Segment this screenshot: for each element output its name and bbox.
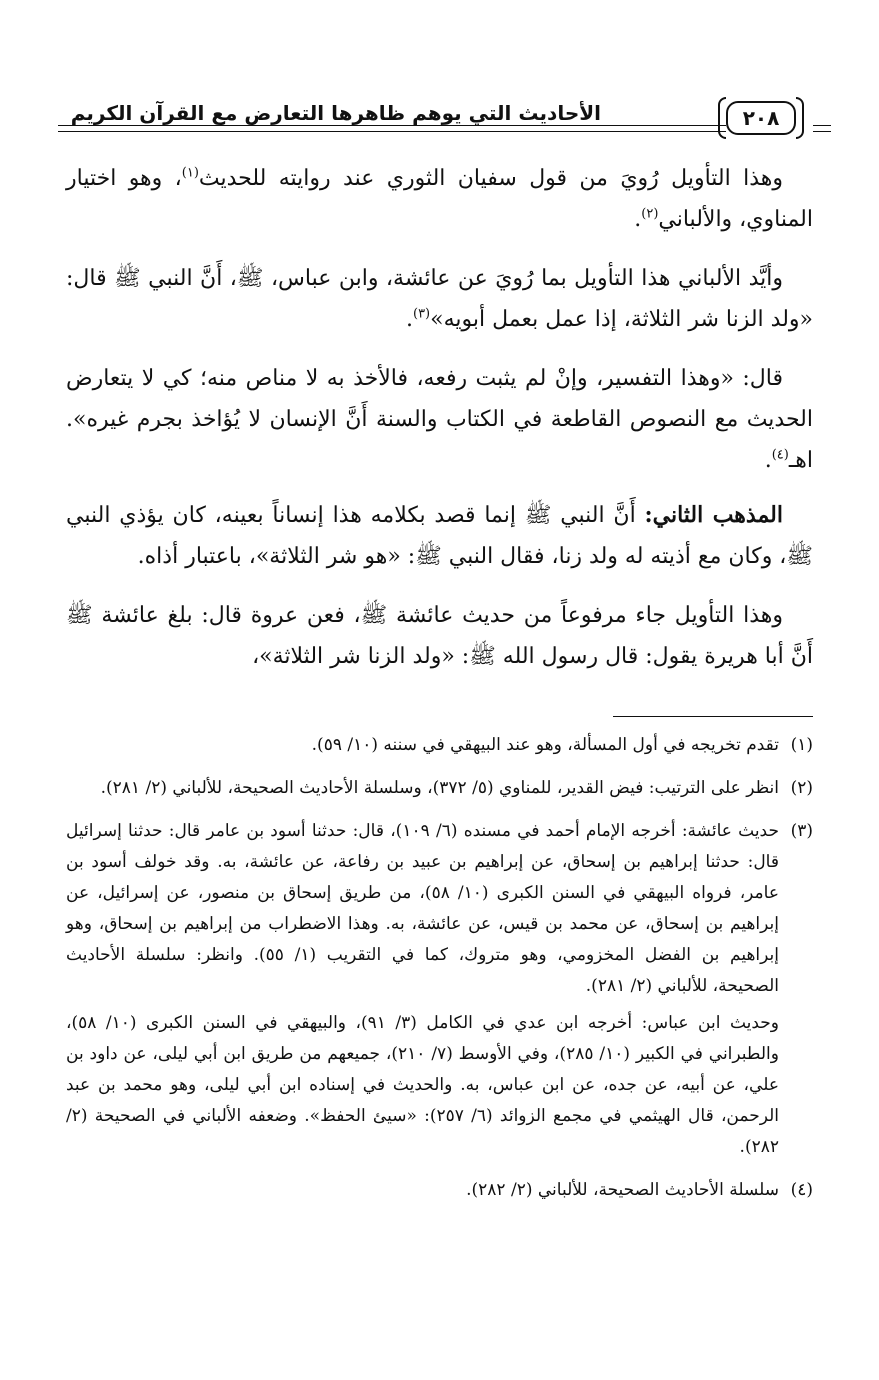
footnotes bbox=[66, 730, 813, 1218]
footnote-number: (١) bbox=[790, 735, 813, 755]
footnote-paragraph: حديث عائشة: أخرجه الإمام أحمد في مسنده (٦/ ١٠٩)، قال: حدثنا أسود بن عامر قال: حدثنا إسرائيل قال: حدثنا إبراهيم بن إسحاق، عن إبراهيم بن عبيد بن رفاعة، عن عائشة، به. وقد خولف أسود بن عامر، فرواه البيهقي في السنن الكبرى (١٠/ ٥٨)، من طريق إسحاق بن منصور، عن إسرائيل، عن إبراهيم بن إسحاق، عن محمد بن قيس، عن عائشة، به. وهذا الاضطراب من إبراهيم بن إسحاق، وهو إبراهيم بن الفضل المخزومي، وهو متروك، كما في التقريب (١/ ٥٥). وانظر: سلسلة الأحاديث الصحيحة، للألباني (٢/ ٢٨١). bbox=[66, 821, 779, 996]
footnote-4 bbox=[66, 1175, 813, 1212]
footnote-ref-2[interactable]: (٢) bbox=[641, 206, 659, 222]
header-rule-right-bottom bbox=[813, 131, 831, 132]
footnote-1 bbox=[66, 730, 813, 767]
p2-text-a: وأيَّد الألباني هذا التأويل بما رُويَ عن عائشة، وابن عباس، ﷺ، أَنَّ النبي ﷺ قال: «ولد الزنا شر الثلاثة، إذا عمل بعمل أبويه» bbox=[66, 266, 813, 332]
p1-text-a: وهذا التأويل رُويَ من قول سفيان الثوري عند روايته للحديث bbox=[198, 166, 784, 191]
footnote-text bbox=[66, 1175, 779, 1212]
footnote-text bbox=[66, 773, 779, 810]
footnote-paragraph: وحديث ابن عباس: أخرجه ابن عدي في الكامل (٣/ ٩١)، والبيهقي في السنن الكبرى (١٠/ ٥٨)، والطبراني في الكبير (١٠/ ٢٨٥)، وفي الأوسط (٧/ ٢١٠)، جميعهم من طريق ابن أبي ليلى، عن داود بن علي، عن أبيه، عن جده، عن ابن عباس، به. والحديث في إسناده ابن أبي ليلى، وهو محمد بن عبد الرحمن، قال الهيثمي في مجمع الزوائد (٦/ ٢٥٧): «سيئ الحفظ». وضعفه الألباني في الصحيحة (٢/ ٢٨٢). bbox=[66, 1013, 780, 1157]
running-header bbox=[58, 95, 831, 147]
footnote-number: (٢) bbox=[790, 778, 813, 798]
header-rule-top bbox=[58, 125, 726, 126]
header-rule-bottom bbox=[58, 131, 726, 132]
footnote-paragraph: انظر على الترتيب: فيض القدير، للمناوي (٥/ ٣٧٢)، وسلسلة الأحاديث الصحيحة، للألباني (٢/ ٢٨١). bbox=[100, 778, 779, 798]
footnote-ref-4[interactable]: (٤) bbox=[771, 447, 789, 463]
footnote-2 bbox=[66, 773, 813, 810]
paragraph-2 bbox=[66, 258, 813, 340]
p1-text-b: ، وهو اختيار المناوي، والألباني bbox=[66, 166, 813, 232]
p1-text-c: . bbox=[634, 207, 642, 232]
footnote-3 bbox=[66, 816, 813, 1169]
p4-text: أَنَّ النبي ﷺ إنما قصد بكلامه هذا إنساناً بعينه، كان يؤذي النبي ﷺ، وكان مع أذيته له ولد زنا، فقال النبي ﷺ: «هو شر الثلاثة»، باعتبار أذاه. bbox=[66, 503, 813, 569]
footnote-number: (٤) bbox=[790, 1180, 813, 1200]
footnote-ref-3[interactable]: (٣) bbox=[412, 306, 431, 322]
paragraph-5 bbox=[66, 595, 813, 677]
paragraph-4 bbox=[66, 495, 813, 577]
paragraph-3 bbox=[66, 358, 813, 481]
p2-text-b: . bbox=[405, 307, 413, 332]
footnote-separator bbox=[613, 716, 813, 717]
footnote-text bbox=[66, 730, 779, 767]
footnote-paragraph: تقدم تخريجه في أول المسألة، وهو عند البيهقي في سننه (١٠/ ٥٩). bbox=[311, 735, 779, 755]
section-heading: المذهب الثاني: bbox=[644, 502, 783, 528]
page-number: ٢٠٨ bbox=[742, 106, 780, 130]
footnote-text bbox=[66, 816, 779, 1169]
page-number-frame bbox=[726, 101, 796, 135]
header-title: الأحاديث التي يوهم ظاهرها التعارض مع القرآن الكريم bbox=[70, 101, 601, 125]
header-rule-right-top bbox=[813, 125, 831, 126]
footnote-number: (٣) bbox=[790, 821, 813, 841]
main-text bbox=[66, 158, 813, 695]
footnote-paragraph: سلسلة الأحاديث الصحيحة، للألباني (٢/ ٢٨٢). bbox=[466, 1180, 779, 1200]
p3-text-b: . bbox=[764, 448, 772, 473]
paragraph-1 bbox=[66, 158, 813, 240]
footnote-ref-1[interactable]: (١) bbox=[181, 165, 199, 181]
p3-text-a: قال: «وهذا التفسير، وإنْ لم يثبت رفعه، فالأخذ به لا مناص منه؛ كي لا يتعارض الحديث مع النصوص القاطعة في الكتاب والسنة أَنَّ الإنسان لا يُؤاخذ بجرم غيره». اهـ bbox=[66, 366, 813, 473]
p5-text: وهذا التأويل جاء مرفوعاً من حديث عائشة ﷺ، فعن عروة قال: بلغ عائشة ﷺ أَنَّ أبا هريرة يقول: قال رسول الله ﷺ: «ولد الزنا شر الثلاثة»، bbox=[66, 603, 813, 669]
